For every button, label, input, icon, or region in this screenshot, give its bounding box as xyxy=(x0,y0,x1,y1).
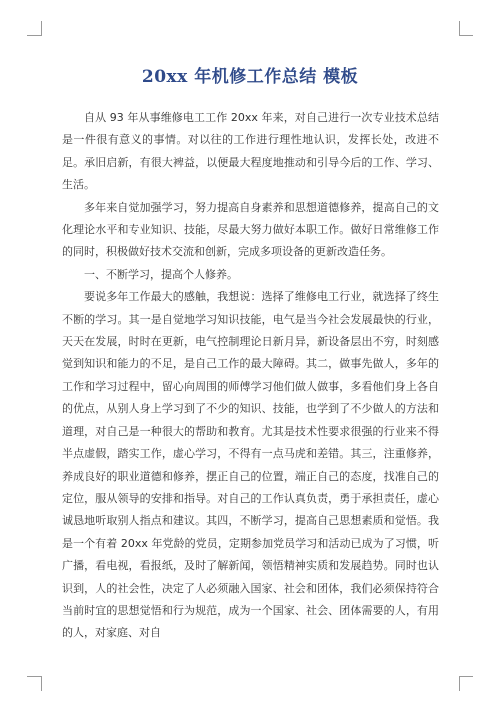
crop-mark-top-right xyxy=(459,35,473,36)
crop-mark-bottom-right xyxy=(459,676,473,677)
document-title: 20xx 年机修工作总结 模板 xyxy=(141,67,359,87)
crop-mark-top-right xyxy=(459,21,460,36)
crop-mark-top-left xyxy=(27,35,41,36)
section-heading-1: 一、不断学习，提高个人修养。 xyxy=(84,267,238,281)
crop-mark-top-left xyxy=(41,21,42,36)
paragraph-self-study: 多年来自觉加强学习，努力提高自身素养和思想道德修养，提高自己的文化理论水平和专业知识、技能，尽最大努力做好本职工作。做好日常维修工作的同时，积极做好技术交流和创新，完成多项设备的更新改造任务。 xyxy=(62,200,439,259)
crop-mark-bottom-left xyxy=(27,676,41,677)
crop-mark-bottom-left xyxy=(41,676,42,691)
crop-mark-bottom-right xyxy=(459,676,460,691)
document-body xyxy=(62,107,439,645)
paragraph-intro: 自从 93 年从事维修电工工作 20xx 年来，对自己进行一次专业技术总结是一件很有意义的事情。对以往的工作进行理性地认识，发挥长处，改进不足。承旧启新，有很大裨益，以便最大程度地推动和引导今后的工作、学习、生活。 xyxy=(62,111,439,192)
paragraph-learning: 要说多年工作最大的感触，我想说：选择了维修电工行业，就选择了终生不断的学习。其一是自觉地学习知识技能，电气是当今社会发展最快的行业，天天在发展，时时在更新，电气控制理论日新月异，新设备层出不穷，时刻感觉到知识和能力的不足，是自己工作的最大障碍。其二，做事先做人，多年的工作和学习过程中，留心向周围的师傅学习他们做人做事，多看他们身上各自的优点，从别人身上学习到了不少的知识、技能，也学到了不少做人的方法和道理，对自己是一种很大的帮助和教育。尤其是技术性要求很强的行业来不得半点虚假，踏实工作，虚心学习，不得有一点马虎和差错。其三，注重修养，养成良好的职业道德和修养，摆正自己的位置，端正自己的态度，找准自己的定位，服从领导的安排和指导。对自己的工作认真负责，勇于承担责任，虚心诚恳地听取别人指点和建议。其四，不断学习，提高自己思想素质和觉悟。我是一个有着 20xx 年党龄的党员，定期参加党员学习和活动已成为了习惯，听广播，看电视，看报纸，及时了解新闻，领悟精神实质和发展趋势。同时也认识到，人的社会性，决定了人必须融入国家、社会和团体，我们必须保持符合当前时宜的思想觉悟和行为规范，成为一个国家、社会、团体需要的人，有用的人，对家庭、对自 xyxy=(62,290,439,640)
